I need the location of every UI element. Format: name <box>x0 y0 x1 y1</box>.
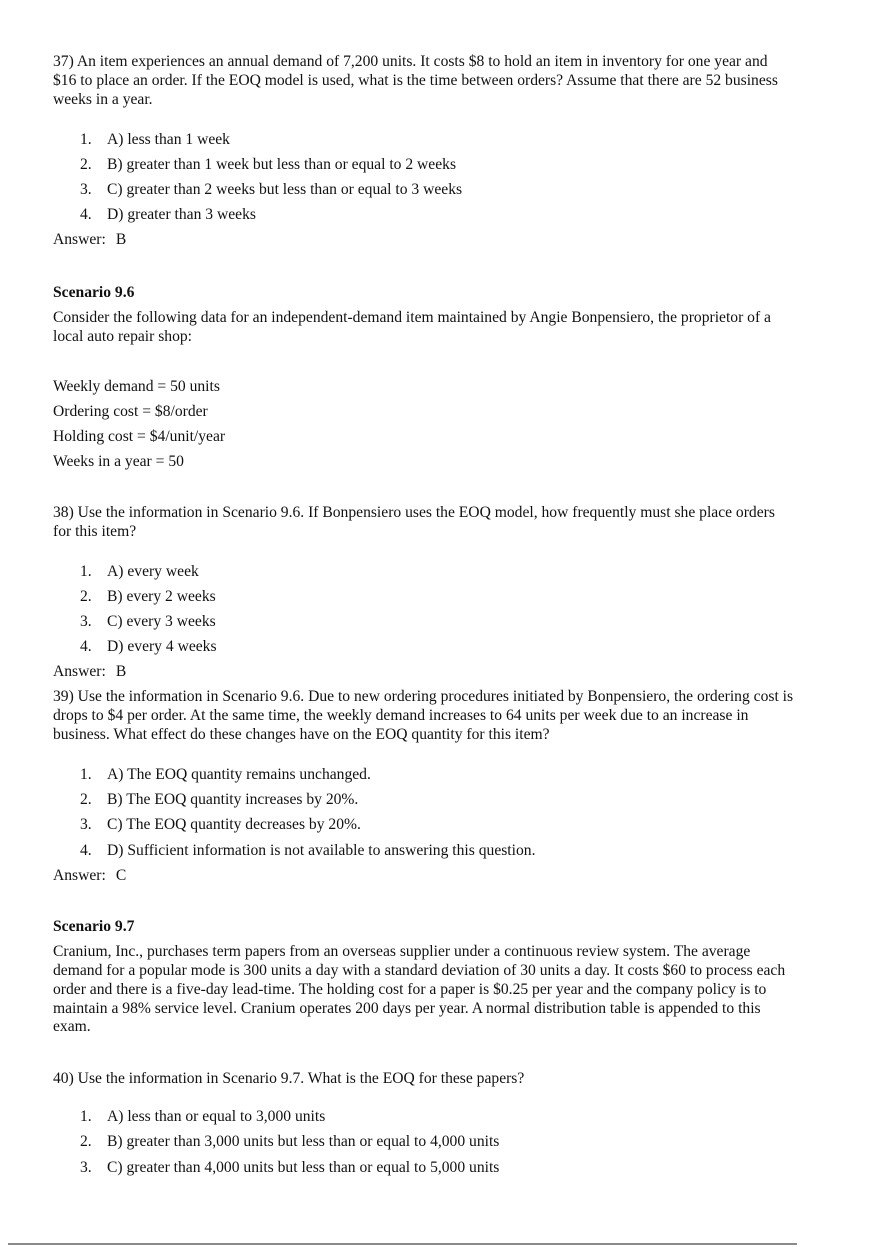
option-number: 1. <box>80 131 92 148</box>
option-text: D) every 4 weeks <box>107 638 217 655</box>
question-text: 38) Use the information in Scenario 9.6. If Bonpensiero uses the EOQ model, how frequently must she place orders <box>53 504 775 521</box>
option-number: 1. <box>80 563 92 580</box>
question-text: weeks in a year. <box>53 91 153 108</box>
option <box>80 815 361 834</box>
option <box>80 587 216 606</box>
option <box>80 612 216 631</box>
scenario-text: maintain a 98% service level. Cranium operates 200 days per year. A normal distribution table is appended to this <box>53 1000 761 1017</box>
option-text: C) greater than 2 weeks but less than or equal to 3 weeks <box>107 181 463 198</box>
scenario-text: order and there is a five-day lead-time. The holding cost for a paper is $0.25 per year and the company policy is to <box>53 981 767 998</box>
option-text: C) The EOQ quantity decreases by 20%. <box>107 816 361 833</box>
option <box>80 1158 499 1177</box>
option-text: C) greater than 4,000 units but less than or equal to 5,000 units <box>107 1159 500 1176</box>
option-text: B) greater than 3,000 units but less than or equal to 4,000 units <box>107 1133 500 1150</box>
question-text: drops to $4 per order. At the same time, the weekly demand increases to 64 units per week due to an increase in <box>53 707 749 724</box>
scenario-text: local auto repair shop: <box>53 328 192 345</box>
option-number: 3. <box>80 613 92 630</box>
option-number: 4. <box>80 638 92 655</box>
option-number: 3. <box>80 181 92 198</box>
option <box>80 1107 325 1126</box>
scenario-text: exam. <box>53 1018 91 1035</box>
option-text: D) Sufficient information is not available to answering this question. <box>107 842 536 859</box>
scenario-data: Ordering cost = $8/order <box>53 403 208 420</box>
option <box>80 790 358 809</box>
option <box>80 205 256 224</box>
scenario-data: Weekly demand = 50 units <box>53 378 220 395</box>
question-text: $16 to place an order. If the EOQ model is used, what is the time between orders? Assume that there are 52 business <box>53 72 778 89</box>
option-number: 4. <box>80 842 92 859</box>
option-number: 2. <box>80 1133 92 1150</box>
question-text: for this item? <box>53 523 137 540</box>
option-text: A) less than or equal to 3,000 units <box>107 1108 326 1125</box>
scenario-title: Scenario 9.7 <box>53 918 135 935</box>
option <box>80 1132 499 1151</box>
scenario-text: Cranium, Inc., purchases term papers from an overseas supplier under a continuous review system. The average <box>53 943 751 960</box>
answer <box>53 230 126 249</box>
answer <box>53 662 126 681</box>
option <box>80 130 230 149</box>
option <box>80 765 371 784</box>
option-number: 2. <box>80 791 92 808</box>
option-number: 1. <box>80 766 92 783</box>
option-text: B) every 2 weeks <box>107 588 216 605</box>
option-text: A) every week <box>107 563 199 580</box>
answer-value: B <box>115 663 127 680</box>
option-number: 4. <box>80 206 92 223</box>
answer-label: Answer: <box>53 663 106 680</box>
answer-label: Answer: <box>53 867 106 884</box>
option-text: B) greater than 1 week but less than or equal to 2 weeks <box>107 156 457 173</box>
option <box>80 180 462 199</box>
question-text: 40) Use the information in Scenario 9.7. What is the EOQ for these papers? <box>53 1070 525 1087</box>
option-text: A) less than 1 week <box>107 131 230 148</box>
option-text: C) every 3 weeks <box>107 613 216 630</box>
scenario-text: Consider the following data for an independent-demand item maintained by Angie Bonpensiero, the proprietor of a <box>53 309 771 326</box>
option <box>80 637 217 656</box>
scenario-title: Scenario 9.6 <box>53 284 135 301</box>
scenario-data: Weeks in a year = 50 <box>53 453 184 470</box>
option <box>80 562 199 581</box>
answer-value: C <box>115 867 127 884</box>
option-number: 3. <box>80 816 92 833</box>
option-text: D) greater than 3 weeks <box>107 206 256 223</box>
option-text: B) The EOQ quantity increases by 20%. <box>107 791 359 808</box>
option-number: 2. <box>80 588 92 605</box>
option-number: 1. <box>80 1108 92 1125</box>
question-text: 37) An item experiences an annual demand of 7,200 units. It costs $8 to hold an item in inventory for one year and <box>53 53 768 70</box>
answer <box>53 866 126 885</box>
scenario-data: Holding cost = $4/unit/year <box>53 428 226 445</box>
option-number: 3. <box>80 1159 92 1176</box>
option-number: 2. <box>80 156 92 173</box>
answer-label: Answer: <box>53 231 106 248</box>
question-text: business. What effect do these changes have on the EOQ quantity for this item? <box>53 726 550 743</box>
scenario-text: demand for a popular mode is 300 units a day with a standard deviation of 30 units a day. It costs $60 to process each <box>53 962 786 979</box>
option <box>80 841 535 860</box>
question-text: 39) Use the information in Scenario 9.6. Due to new ordering procedures initiated by Bonpensiero, the ordering cost is <box>53 688 794 705</box>
option-text: A) The EOQ quantity remains unchanged. <box>107 766 371 783</box>
page-divider <box>8 1243 797 1245</box>
answer-value: B <box>115 231 127 248</box>
option <box>80 155 456 174</box>
